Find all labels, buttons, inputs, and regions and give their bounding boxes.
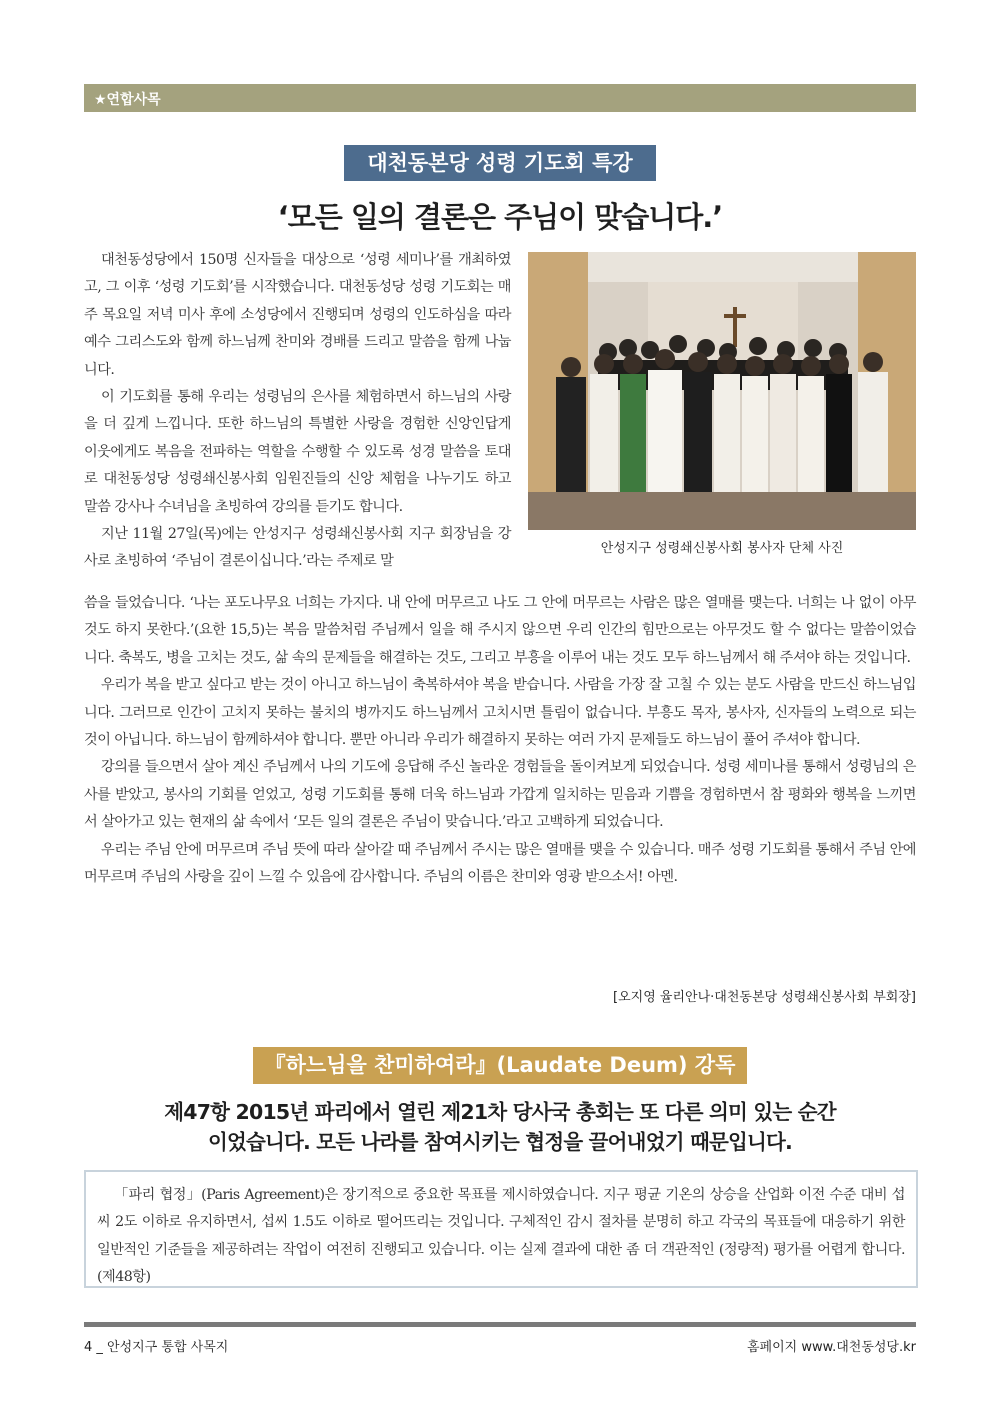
paragraph: 우리가 복을 받고 싶다고 받는 것이 아니고 하느님이 축복하셔야 복을 받습니다. 사람을 가장 잘 고칠 수 있는 분도 사람을 만드신 하느님입니다. 그러므로 인간이 고치지 못하는 불치의 병까지도 하느님께서 고치시면 틀림이 없습니다. 부흥도 목자, 봉사자, 신자들의 노력으로 되는 것이 아닙니다. 하느님이 함께하셔야 합니다. 뿐만 아니라 우리가 해결하지 못하는 여러 가지 문제들도 하느님이 풀어 주셔야 합니다. xyxy=(84,677,916,749)
headline-line: 이었습니다. 모든 나라를 참여시키는 협정을 끌어내었기 때문입니다. xyxy=(207,1130,793,1154)
article2-headline xyxy=(84,1097,916,1157)
author-credit: [오지영 율리안나·대천동본당 성령쇄신봉사회 부회장] xyxy=(613,990,916,1005)
group-photo xyxy=(528,252,916,530)
paragraph: 씀을 들었습니다. ‘나는 포도나무요 너희는 가지다. 내 안에 머무르고 나도 그 안에 머무르는 사람은 많은 열매를 맺는다. 너희는 나 없이 아무것도 하지 못한다.’(요한 15,5)는 복음 말씀처럼 주님께서 일을 해 주시지 않으면 우리 인간의 힘만으로는 아무것도 할 수 없다는 말씀이었습니다. 축복도, 병을 고치는 것도, 삶 속의 문제들을 해결하는 것도, 그리고 부흥을 이루어 내는 것도 모두 하느님께서 해 주셔야 하는 것입니다. xyxy=(84,595,916,666)
paragraph: 대천동성당에서 150명 신자들을 대상으로 ‘성령 세미나’를 개최하였고, 그 이후 ‘성령 기도회’를 시작했습니다. 대천동성당 성령 기도회는 매주 목요일 저녁 미사 후에 소성당에서 진행되며 성령의 인도하심을 따라 예수 그리스도와 함께 하느님께 찬미와 경배를 드리고 말씀을 함께 나눕니다. xyxy=(84,252,511,378)
quote-text: 「파리 협정」(Paris Agreement)은 장기적으로 중요한 목표를 제시하였습니다. 지구 평균 기온의 상승을 산업화 이전 수준 대비 섭씨 2도 이하로 유지하면서, 섭씨 1.5도 이하로 떨어뜨리는 것입니다. 구체적인 감시 절차를 분명히 하고 각국의 목표들에 대응하기 위한 일반적인 기준들을 제공하려는 작업이 여전히 진행되고 있습니다. 이는 실제 결과에 대한 좀 더 객관적인 (정량적) 평가를 어렵게 합니다.(제48항) xyxy=(97,1187,905,1286)
article-left-column xyxy=(84,247,511,576)
paragraph: 지난 11월 27일(목)에는 안성지구 성령쇄신봉사회 지구 회장님을 강사로 초빙하여 ‘주님이 결론이십니다.’라는 주제로 말 xyxy=(84,526,511,570)
homepage-link[interactable]: 홈페이지 www.대천동성당.kr xyxy=(747,1340,916,1355)
article-headline: ‘모든 일의 결론은 주님이 맞습니다.’ xyxy=(277,200,723,234)
group-photo-illustration xyxy=(528,252,916,530)
photo-caption: 안성지구 성령쇄신봉사회 봉사자 단체 사진 xyxy=(600,541,844,556)
quote-box xyxy=(84,1170,918,1288)
paragraph: 강의를 들으면서 살아 계신 주님께서 나의 기도에 응답해 주신 놀라운 경험들을 돌이켜보게 되었습니다. 성령 세미나를 통해서 성령님의 은사를 받았고, 봉사의 기회를 얻었고, 성령 기도회를 통해 더욱 하느님과 가깝게 일치하는 믿음과 기쁨을 경험하면서 참 평화와 행복을 느끼면서 살아가고 있는 현재의 삶 속에서 ‘모든 일의 결론은 주님이 맞습니다.’라고 고백하게 되었습니다. xyxy=(84,759,916,831)
section-label: ★연합사목 xyxy=(94,92,161,108)
article-title-badge: 대천동본당 성령 기도회 특강 xyxy=(344,145,656,181)
article2-title-badge: 『하느님을 찬미하여라』(Laudate Deum) 강독 xyxy=(253,1047,747,1084)
paragraph: 우리는 주님 안에 머무르며 주님 뜻에 따라 살아갈 때 주님께서 주시는 많은 열매를 맺을 수 있습니다. 매주 성령 기도회를 통해서 주님 안에 머무르며 주님의 사랑을 깊이 느낄 수 있음에 감사합니다. 주님의 이름은 찬미와 영광 받으소서! 아멘. xyxy=(84,841,916,886)
page-number-label: 4 _ 안성지구 통합 사목지 xyxy=(84,1340,229,1355)
article-full-width-text xyxy=(84,590,916,891)
paragraph: 이 기도회를 통해 우리는 성령님의 은사를 체험하면서 하느님의 사랑을 더 깊게 느낍니다. 또한 하느님의 특별한 사랑을 경험한 신앙인답게 이웃에게도 복음을 전파하는 역할을 수행할 수 있도록 성경 말씀을 토대로 대천동성당 성령쇄신봉사회 임원진들의 신앙 체험을 나누기도 하고 말씀 강사나 수녀님을 초빙하여 강의를 듣기도 합니다. xyxy=(84,389,511,515)
section-header-bar xyxy=(84,84,916,112)
headline-line: 제47항 2015년 파리에서 열린 제21차 당사국 총회는 또 다른 의미 있는 순간 xyxy=(164,1100,836,1124)
footer-divider xyxy=(84,1322,916,1327)
